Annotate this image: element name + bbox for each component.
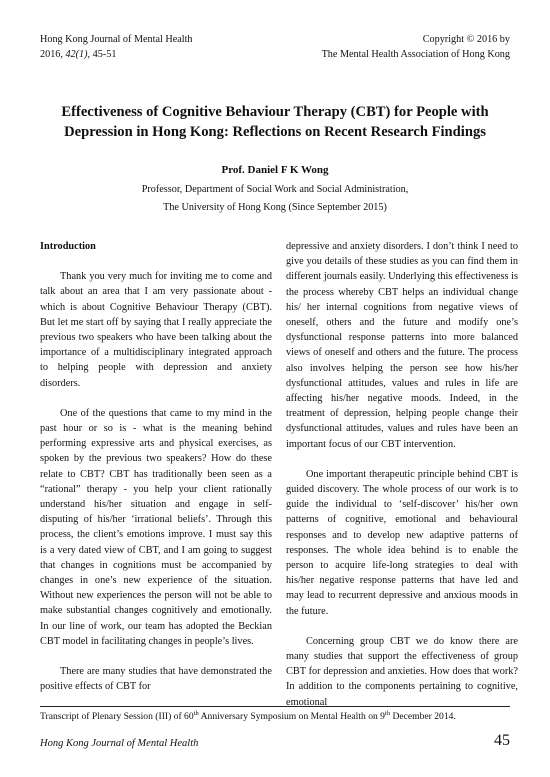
paragraph: One of the questions that came to my mind in the past hour or so is - what is the meaning behind performing expressive arts and physical exercises, as spoken by the previous two speakers? How do these relate to CBT? CBT has traditionally been seen as a “rational” therapy - you help your client rationally understand his/her situation and engage in self-disputing of his/her ‘irrational beliefs’. Through this process, the client’s emotions improve. I must say this is a very dated view of CBT, and I am going to suggest that changes in cognitions must be accompanied by changes in one’s new experience of the situation. Without new experiences the person will not be able to make substantial changes cognitively and emotionally. In our line of work, our team has adopted the Beckian CBT model in facilitating changes in people’s lives.: [40, 407, 272, 647]
footnote-sup: th: [193, 710, 199, 717]
paragraph: One important therapeutic principle behind CBT is guided discovery. The whole process of our work is to guide the individual to ‘self-discover’ his/her own patterns of cognitive, emotional and behavioural responses and to develop new adaptive patterns of responses. The whole idea behind is to enable the person to acquire life-long strategies to deal with his/her negative response patterns that have led and may lead to recurrent depressive and anxious moods in the future.: [286, 468, 518, 617]
issue-info: [40, 48, 116, 62]
journal-name: Hong Kong Journal of Mental Health: [40, 34, 193, 45]
publisher: The Mental Health Association of Hong Kong: [321, 49, 510, 60]
issue-volume: 42(1),: [65, 49, 91, 60]
footnote-sup: th: [384, 710, 391, 717]
paragraph: Thank you very much for inviting me to come and talk about an area that I am very passionate about - which is about Cognitive Behaviour Therapy (CBT). But let me start off by saying that I really appreciate the previous two speakers who have been talking about the importance of a multidisciplinary integrated approach to helping people with depression and anxiety disorders.: [40, 271, 272, 389]
author: Prof. Daniel F K Wong: [221, 164, 329, 176]
title-line-2: Depression in Hong Kong: Reflections on Recent Research Findings: [64, 124, 486, 140]
affiliation-line-1: Professor, Department of Social Work and Social Administration,: [141, 184, 409, 195]
paragraph: depressive and anxiety disorders. I don’t think I need to give you details of these studies as you can find them in different journals easily. Underlying this effectiveness is the process whereby CBT helps an individual change his/ her internal cognitions from negative views of oneself, others and the future and modify one’s dysfunctional response patterns into more balanced views of oneself and others and the future. The process also involves helping the person see how his/her dysfunctional attitudes, values and rules in life are affecting his/her negative moods. Indeed, in the treatment of depression, helping people change their dysfunctional attitudes, values and rules have been an important focus of our CBT intervention.: [286, 241, 519, 450]
paragraph: There are many studies that have demonstrated the positive effects of CBT for: [40, 666, 272, 693]
footnote: [40, 710, 456, 722]
issue-year: 2016,: [40, 49, 66, 60]
article-title: [30, 102, 520, 142]
issue-pages: 45-51: [90, 49, 117, 60]
right-column: [286, 239, 518, 710]
footer-journal: Hong Kong Journal of Mental Health: [40, 738, 199, 749]
section-heading: Introduction: [40, 241, 96, 252]
affiliation-line-2: The University of Hong Kong (Since September 2015): [163, 202, 387, 213]
paragraph: Concerning group CBT we do know there are many studies that support the effectiveness of group CBT for depression and anxieties. How does that work? In addition to the components pertaining to cognitive, emotional: [286, 635, 518, 708]
footnote-text: Anniversary Symposium on Mental Health on 9: [198, 711, 385, 723]
footnote-text: Transcript of Plenary Session (III) of 60: [40, 711, 194, 723]
title-line-1: Effectiveness of Cognitive Behaviour Therapy (CBT) for People with: [61, 104, 489, 120]
copyright: Copyright © 2016 by: [422, 34, 510, 45]
footnote-rule: [40, 706, 510, 707]
left-column: [40, 239, 272, 694]
page-number: 45: [494, 732, 510, 749]
footnote-text: December 2014.: [390, 711, 456, 723]
